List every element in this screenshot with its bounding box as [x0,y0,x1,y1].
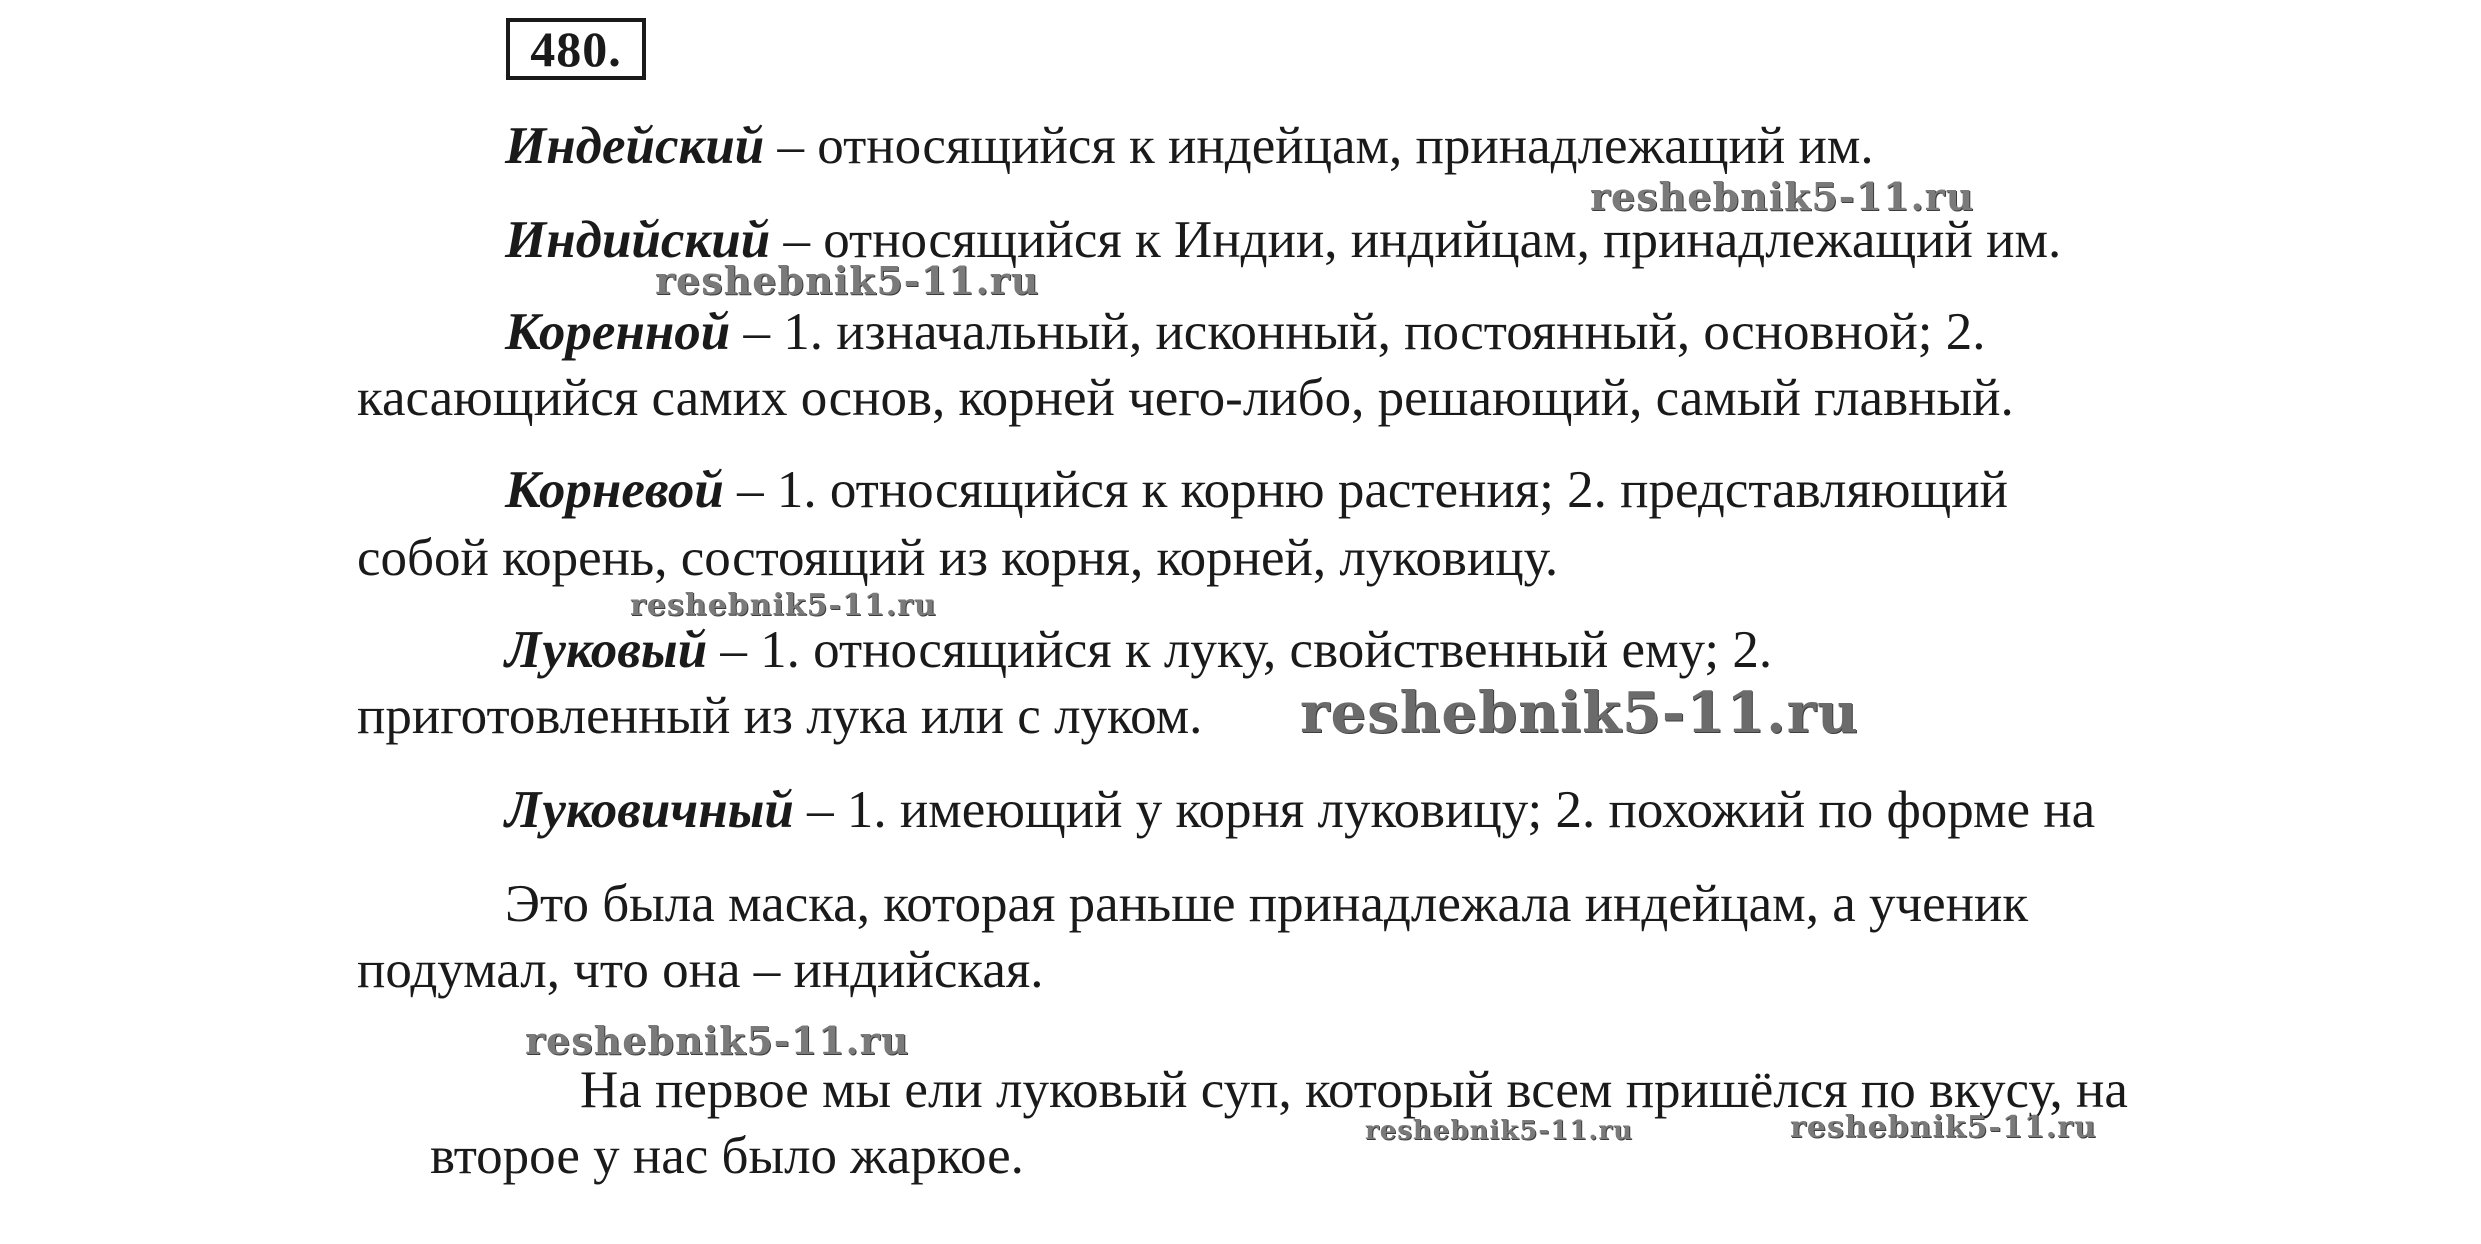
entry-term: Индийский [505,211,771,269]
watermark: reshebnik5-11.ru [525,1018,910,1063]
entry-definition: – относящийся к индейцам, принадлежащий им. [764,117,1874,175]
entry-definition: – 1. изначальный, исконный, постоянный, основной; 2. [730,303,1986,361]
entry-definition: – 1. относящийся к корню растения; 2. представляющий [723,461,2008,519]
example-sentence-continuation: подумал, что она – индийская. [357,941,1044,999]
watermark: reshebnik5-11.ru [1590,174,1975,219]
entry-term: Луковичный [505,781,794,839]
dictionary-entry [505,116,1874,176]
dictionary-entry [505,460,2008,520]
watermark: reshebnik5-11.ru [1790,1110,2097,1145]
entry-continuation: собой корень, состоящий из корня, корней, луковицу. [357,529,1559,587]
entry-term: Коренной [505,303,731,361]
example-sentence: Это была маска, которая раньше принадлежала индейцам, а ученик [505,875,2029,933]
entry-term: Индейский [505,117,765,175]
dictionary-entry [505,302,1986,362]
exercise-number: 480. [506,18,646,80]
dictionary-entry [505,620,1772,680]
example-sentence-continuation: второе у нас было жаркое. [430,1127,1024,1185]
entry-continuation: приготовленный из лука или с луком. [357,687,1203,745]
watermark: reshebnik5-11.ru [655,258,1040,303]
entry-term: Корневой [505,461,724,519]
entry-definition: – 1. относящийся к луку, свойственный ему; 2. [707,621,1773,679]
watermark: reshebnik5-11.ru [630,588,937,623]
entry-continuation: касающийся самих основ, корней чего-либо, решающий, самый главный. [357,369,2014,427]
watermark: reshebnik5-11.ru [1365,1116,1634,1146]
entry-term: Луковый [505,621,708,679]
dictionary-entry [505,780,2095,840]
entry-definition: – 1. имеющий у корня луковицу; 2. похожий по форме на [793,781,2096,839]
watermark: reshebnik5-11.ru [1300,680,1859,746]
entry-definition: – относящийся к Индии, индийцам, принадлежащий им. [770,211,2062,269]
example-sentence: На первое мы ели луковый суп, который всем пришёлся по вкусу, на [580,1061,2128,1119]
